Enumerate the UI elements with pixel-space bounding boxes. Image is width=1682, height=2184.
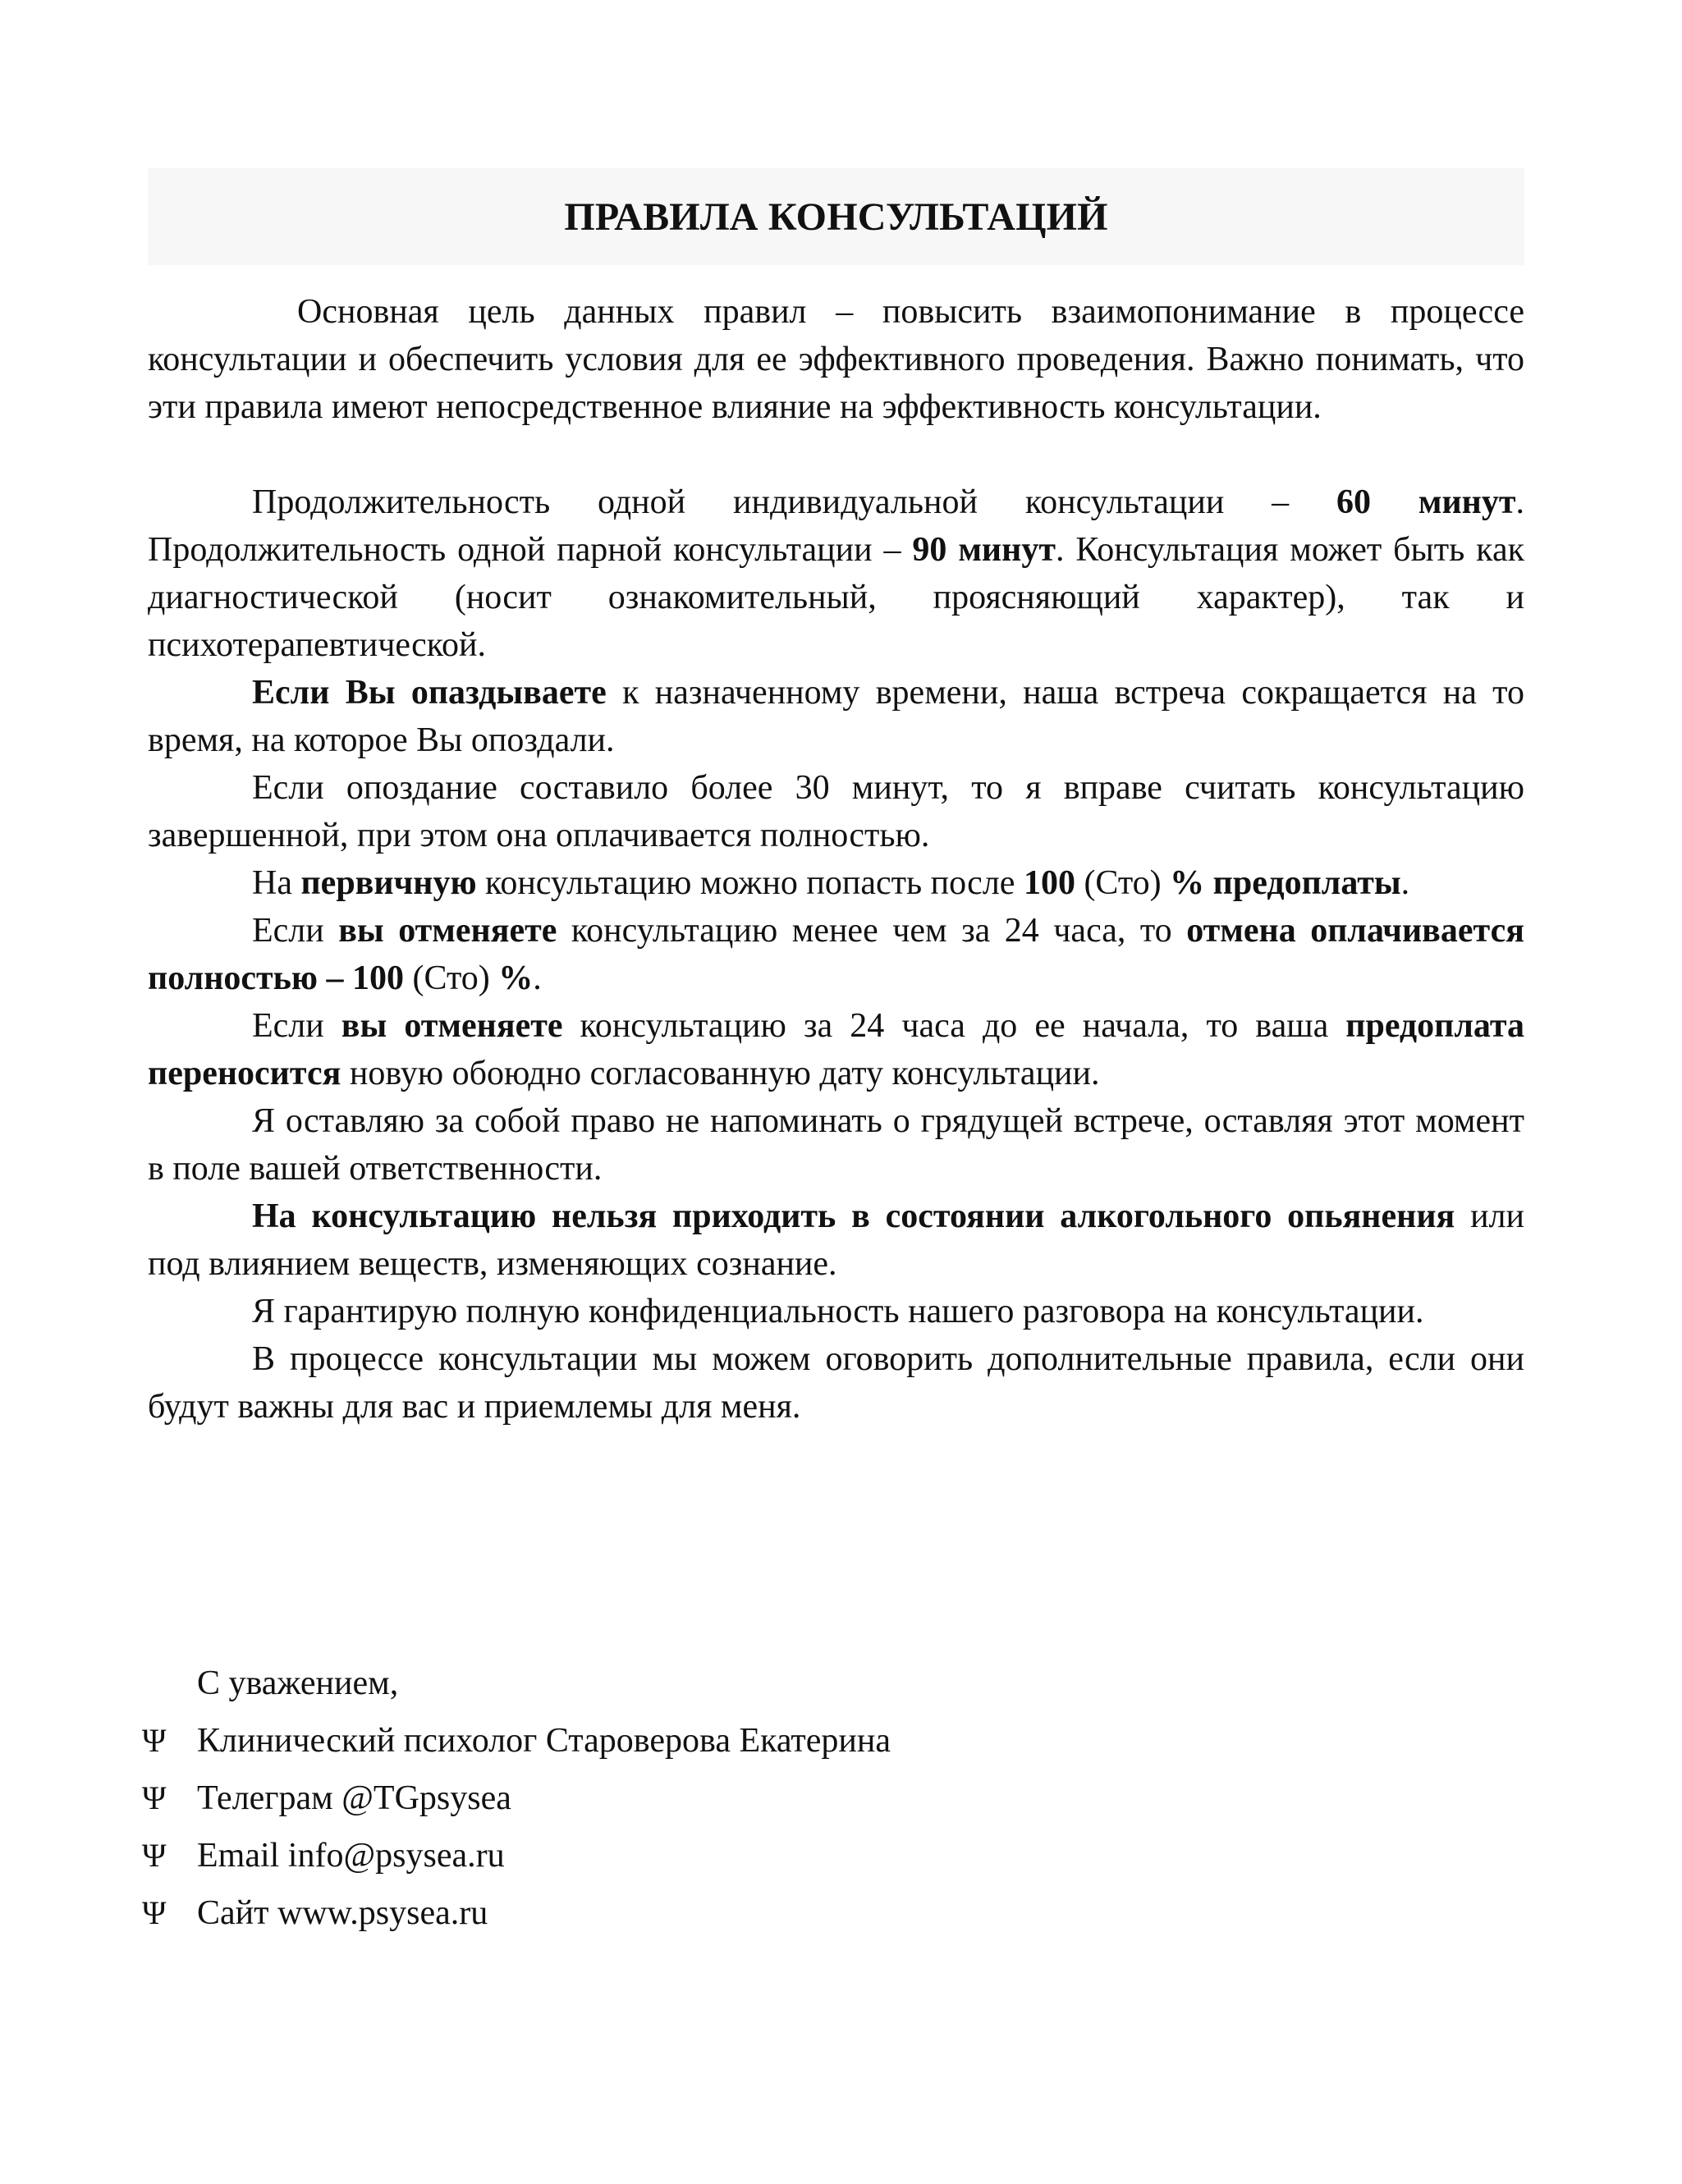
psi-bullet-icon: Ψ [142,1722,167,1759]
contact-item [142,1717,891,1774]
contact-text: Телеграм @TGpsysea [197,1779,511,1817]
paragraph-spacer [148,431,1524,478]
closing-salutation: С уважением, [197,1664,399,1702]
rule-cancel-late: Если вы отменяете консультацию менее чем за 24 часа, то отмена оплачивается полностью – 100 (Сто) %. [148,912,1525,997]
intro-paragraph: Основная цель данных правил – повысить взаимопонимание в процессе консультации и обеспечить условия для ее эффективного проведения. Важно понимать, что эти правила имеют непосредственное влияние на эффективность консультации. [148,293,1524,426]
contact-text: Сайт www.psysea.ru [197,1894,488,1932]
rule-alcohol: На консультацию нельзя приходить в состоянии алкогольного опьянения или под влиянием веществ, изменяющих сознание. [148,1197,1524,1283]
contact-item [142,1832,891,1889]
rule-cancel-early: Если вы отменяете консультацию за 24 часа до ее начала, то ваша предоплата переносится новую обоюдно согласованную дату консультации. [148,1007,1524,1092]
document-title: ПРАВИЛА КОНСУЛЬТАЦИЙ [564,195,1108,239]
psi-bullet-icon: Ψ [142,1837,167,1874]
rule-late-30: Если опоздание составило более 30 минут, то я вправе считать консультацию завершенной, при этом она оплачивается полностью. [148,769,1524,854]
contact-text: Клинический психолог Староверова Екатерина [197,1722,891,1760]
contact-item [142,1889,891,1947]
rule-duration: Продолжительность одной индивидуальной консультации – 60 минут. Продолжительность одной парной консультации – 90 минут. Консультация может быть как диагностической (носит ознакомительный, проясняющий характер), так и психотерапевтической. [148,483,1524,664]
title-band [148,168,1524,265]
rule-prepayment: На первичную консультацию можно попасть после 100 (Сто) % предоплаты. [252,864,1410,902]
contact-text: Email info@psysea.ru [197,1837,505,1875]
psi-bullet-icon: Ψ [142,1779,167,1816]
rule-additional: В процессе консультации мы можем оговорить дополнительные правила, если они будут важны для вас и приемлемы для меня. [148,1340,1524,1426]
rule-reminder: Я оставляю за собой право не напоминать о грядущей встрече, оставляя этот момент в поле вашей ответственности. [148,1102,1524,1188]
contact-list [142,1717,891,1947]
document-page [148,168,1524,1431]
psi-bullet-icon: Ψ [142,1894,167,1931]
contact-item [142,1774,891,1832]
rule-confidentiality: Я гарантирую полную конфиденциальность нашего разговора на консультации. [252,1293,1424,1330]
rule-late: Если Вы опаздываете к назначенному времени, наша встреча сокращается на то время, на которое Вы опоздали. [148,674,1524,759]
